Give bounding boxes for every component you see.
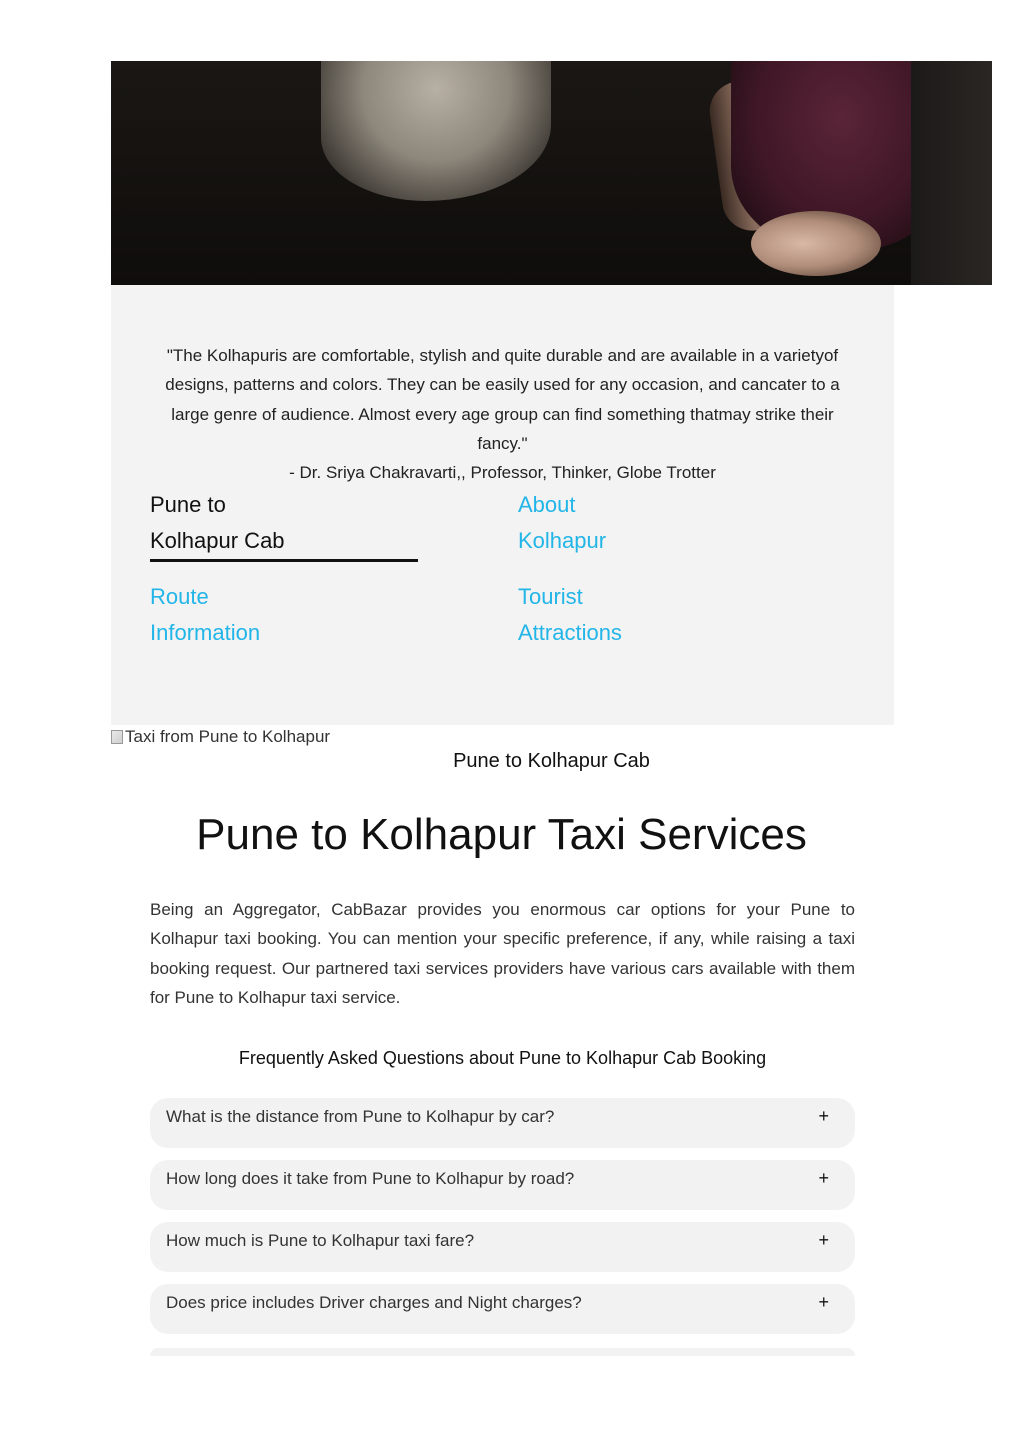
faq-item[interactable] (150, 1098, 855, 1148)
tab-label-line2: Information (150, 620, 261, 645)
tab-tourist-attractions[interactable] (518, 579, 788, 651)
faq-item[interactable] (150, 1222, 855, 1272)
image-alt-text: Taxi from Pune to Kolhapur (125, 727, 331, 746)
active-tab-underline (150, 559, 418, 562)
page-title: Pune to Kolhapur Taxi Services (196, 810, 807, 859)
broken-image (111, 727, 330, 747)
faq-question: Does price includes Driver charges and Night charges? (166, 1293, 582, 1312)
tab-label-line2: Kolhapur (518, 528, 607, 553)
faq-question: How long does it take from Pune to Kolhapur by road? (166, 1169, 575, 1188)
expand-plus-icon[interactable]: + (818, 1106, 829, 1126)
quote-attribution: - Dr. Sriya Chakravarti,, Professor, Thinker, Globe Trotter (289, 463, 716, 483)
hero-hands-shape (751, 211, 881, 276)
tab-pune-to-kolhapur-cab[interactable] (150, 487, 420, 559)
intro-paragraph: Being an Aggregator, CabBazar provides you enormous car options for your Pune to Kolhapur taxi booking. You can mention your specific preference, if any, while raising a taxi booking request. Our partnered taxi services providers have various cars available with them for Pune to Kolhapur taxi service. (150, 900, 855, 1007)
faq-question: How much is Pune to Kolhapur taxi fare? (166, 1231, 475, 1250)
tab-label-line1: About (518, 492, 576, 517)
faq-question: What is the distance from Pune to Kolhapur by car? (166, 1107, 555, 1126)
faq-heading: Frequently Asked Questions about Pune to Kolhapur Cab Booking (238, 1048, 767, 1068)
hero-shirt-shape (321, 61, 551, 201)
faq-item[interactable] (150, 1284, 855, 1334)
expand-plus-icon[interactable]: + (818, 1230, 829, 1250)
testimonial-quote (150, 341, 855, 487)
tab-label-line1: Pune to (150, 492, 226, 517)
broken-image-icon (111, 730, 123, 744)
expand-plus-icon[interactable]: + (818, 1292, 829, 1312)
tab-label-line2: Attractions (518, 620, 622, 645)
faq-item-partial[interactable] (150, 1348, 855, 1356)
expand-plus-icon[interactable]: + (818, 1168, 829, 1188)
faq-item[interactable] (150, 1160, 855, 1210)
image-caption: Pune to Kolhapur Cab (453, 750, 650, 772)
tab-label-line1: Tourist (518, 584, 583, 609)
tab-about-kolhapur[interactable] (518, 487, 788, 559)
tab-label-line1: Route (150, 584, 209, 609)
tab-label-line2: Kolhapur Cab (150, 528, 285, 553)
hero-seat-shape (911, 61, 992, 285)
tab-route-information[interactable] (150, 579, 420, 651)
quote-text: "The Kolhapuris are comfortable, stylish and quite durable and are available in a varietyof designs, patterns and colors. They can be easily used for any occasion, and cancater to a large genre of audience. Almost every age group can find something thatmay strike their fancy." (165, 346, 840, 453)
hero-image (111, 61, 992, 285)
